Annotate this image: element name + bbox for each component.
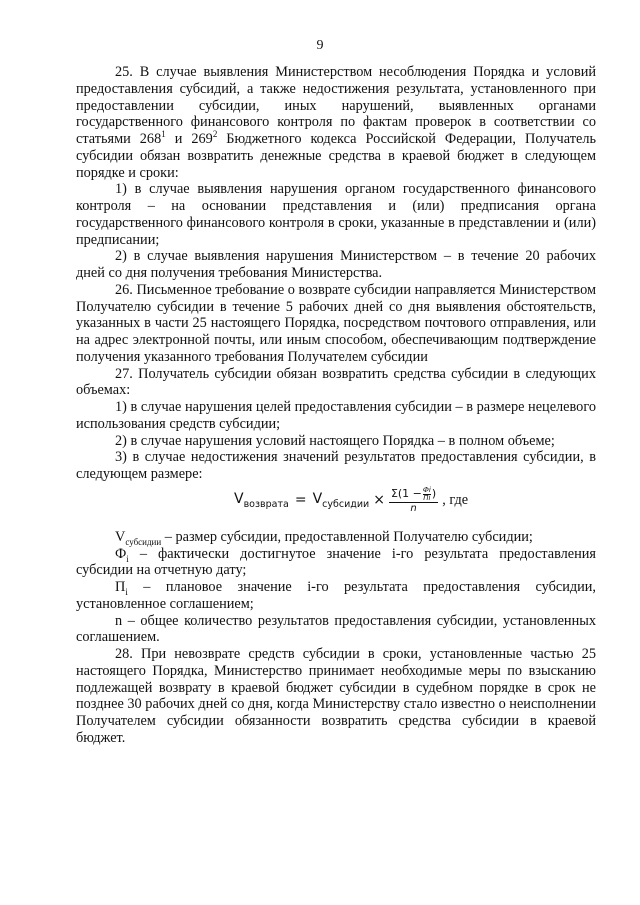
formula-numerator [389, 487, 438, 503]
document-body [76, 64, 596, 747]
formula-ratio-denominator: Пi [423, 493, 431, 502]
definition-p [76, 579, 596, 613]
definition-f-text: – фактически достигнутое значение i-го результата предоставления субсидии на отчетную дату; [76, 545, 596, 579]
article-number-268: 268 [139, 131, 162, 147]
formula-times: × [373, 492, 385, 509]
paragraph-28: 28. При невозврате средств субсидии в сроки, установленные частью 25 настоящего Порядка, Министерство принимает необходимые меры по взысканию подлежащей возврату в краевой бюджет субсидии в судебном порядке в срок не позднее 30 рабочих дней со дня, когда Министерству стало известно о неисполнении Получателем субсидии обязанности возвратить средства субсидии в краевой бюджет. [76, 646, 596, 746]
article-number-269: 269 [191, 131, 213, 147]
paragraph-25-text-b: Бюджетного кодекса Российской Федерации, Получатель субсидии обязан возвратить денежные средства в краевой бюджет в следующем порядке и сроки: [76, 131, 596, 181]
formula-rhs [313, 491, 370, 510]
formula-lhs-symbol: V [234, 491, 244, 508]
formula-rhs-subscript: субсидии [322, 499, 370, 511]
formula-lhs [234, 491, 289, 510]
formula-denominator: n [410, 502, 417, 514]
paragraph-25-text-a: 25. В случае выявления Министерством несоблюдения Порядка и условий предоставления субсидий, а также недостижения результата, установленного при предоставлении субсидии, иных нарушений, выявленных органами государственного финансового контроля по фактам проверок в соответствии со статьями [76, 64, 596, 147]
paragraph-25-item-1: 1) в случае выявления нарушения органом государственного финансового контроля – на основании представления и (или) предписания органа государственного финансового контроля в сроки, указанные в представлении и (или) предписании; [76, 181, 596, 248]
definition-v-text: – размер субсидии, предоставленной Получателю субсидии; [161, 528, 533, 545]
paragraph-26: 26. Письменное требование о возврате субсидии направляется Министерством Получателю субсидии в течение 5 рабочих дней со дня выявления обстоятельств, указанных в части 25 настоящего Порядка, посредством почтового отправления, или на адрес электронной почты, или иным способом, обеспечивающим подтверждение получения указанного требования Получателем субсидии [76, 281, 596, 365]
definition-f-symbol: Ф [115, 545, 127, 562]
formula-sum-open: Σ(1 − [390, 487, 422, 501]
formula-ratio-numerator: Фi [422, 485, 431, 494]
paragraph-27-item-2: 2) в случае нарушения условий настоящего Порядка – в полном объеме; [115, 432, 555, 449]
definition-f [76, 546, 596, 580]
refund-formula-row [76, 483, 596, 529]
paragraph-27-item-1: 1) в случае нарушения целей предоставления субсидии – в размере нецелевого использования средств субсидии; [76, 399, 596, 432]
definition-v-subsidy [76, 529, 596, 546]
article-sup-1: 1 [161, 129, 166, 140]
definition-p-symbol: П [115, 579, 126, 595]
formula-ratio [423, 487, 431, 502]
article-sup-2: 2 [212, 129, 218, 140]
definition-p-text: – плановое значение i-го результата предоставления субсидии, установленное соглашением; [76, 579, 596, 612]
article-ref-268 [140, 131, 166, 147]
definition-n: n – общее количество результатов предоставления субсидии, установленных соглашением. [76, 612, 596, 646]
definition-p-subscript: i [125, 586, 128, 597]
refund-formula [234, 487, 468, 515]
article-ref-269 [191, 131, 217, 147]
formula-lhs-subscript: возврата [243, 499, 289, 511]
formula-equals: = [294, 492, 307, 509]
page-number: 9 [316, 38, 324, 53]
formula-fraction [389, 487, 438, 515]
formula-suffix: , где [442, 492, 469, 509]
definition-v-symbol: V [115, 528, 126, 545]
formula-rhs-symbol: V [312, 491, 323, 508]
definition-f-subscript: i [126, 553, 129, 564]
formula-sum-close: ) [431, 487, 437, 501]
definition-v-subscript: субсидии [125, 536, 162, 547]
paragraph-27: 27. Получатель субсидии обязан возвратить средства субсидии в следующих объемах: [76, 365, 596, 399]
paragraph-25-item-2: 2) в случае выявления нарушения Министерством – в течение 20 рабочих дней со дня получения требования Министерства. [76, 248, 596, 281]
paragraph-25 [76, 64, 596, 181]
paragraph-27-item-3: 3) в случае недостижения значений результатов предоставления субсидии, в следующем размере: [76, 449, 596, 482]
paragraph-25-conjunction: и [165, 131, 192, 147]
